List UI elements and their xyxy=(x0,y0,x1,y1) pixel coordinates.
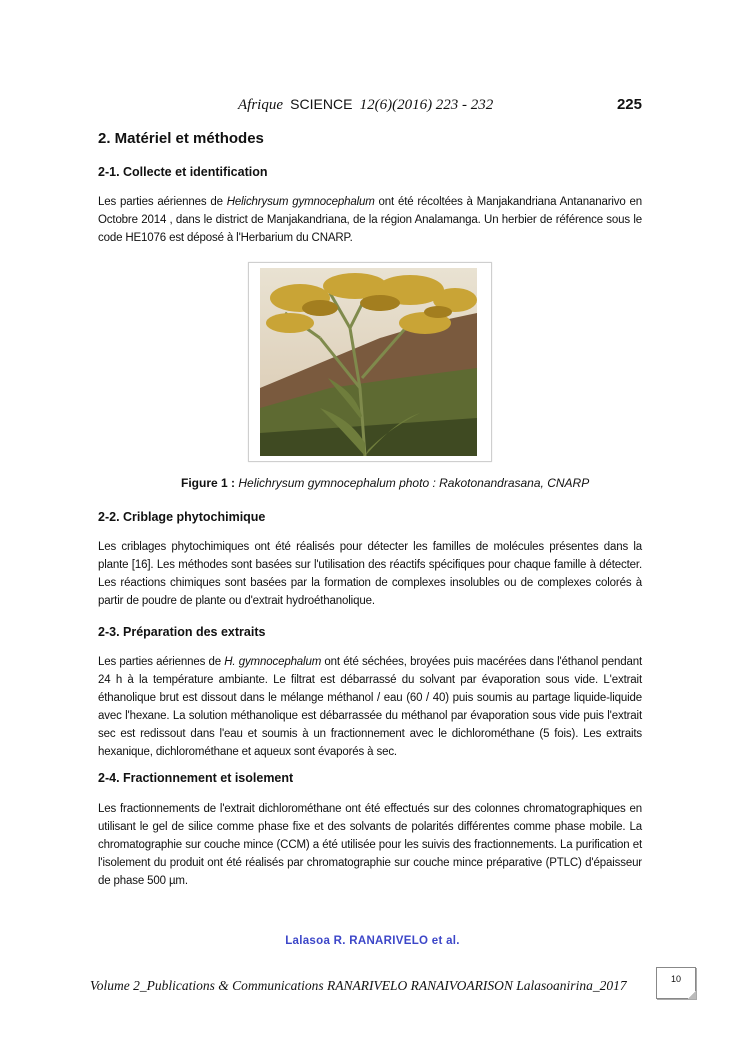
page-number: 225 xyxy=(616,96,642,113)
footer-text: Volume 2_Publications & Communications RANARIVELO RANAIVOARISON Lalasoanirina_2017 xyxy=(90,978,627,993)
heading-collecte: 2-1. Collecte et identification xyxy=(98,165,268,179)
figure-label: Figure 1 : xyxy=(181,476,236,490)
journal-volume: 12(6)(2016) 223 - 232 xyxy=(359,97,494,113)
figure-caption xyxy=(181,476,589,490)
plant-photo xyxy=(260,268,477,456)
heading-criblage: 2-2. Criblage phytochimique xyxy=(98,510,266,524)
section-title: 2. Matériel et méthodes xyxy=(98,130,264,147)
figure-caption-text: Helichrysum gymnocephalum photo : Rakotonandrasana, CNARP xyxy=(238,476,590,490)
heading-preparation: 2-3. Préparation des extraits xyxy=(98,625,266,639)
journal-name: Afrique xyxy=(238,97,283,113)
paragraph-fractionnement: Les fractionnements de l'extrait dichlorométhane ont été effectués sur des colonnes chromatographiques en utilisant le gel de silice comme phase fixe et des solvants de polarités différentes comme phase mobile. La chromatographie sur couche mince (CCM) a été utilisée pour les suivis des fractionnements. La purification et l'isolement du produit ont été réalisés par chromatographie sur couche mince préparative (PTLC) d'épaisseur de phase 500 µm. xyxy=(98,803,642,887)
heading-fractionnement: 2-4. Fractionnement et isolement xyxy=(98,771,294,785)
paragraph-criblage: Les criblages phytochimiques ont été réalisés pour détecter les familles de molécules présentes dans la plante [16]. Les méthodes sont basées sur l'utilisation des réactifs spécifiques pour chaque famille à détecter. Les réactions chimiques sont basées par la formation de complexes insolubles ou de complexes colorés à partir de poudre de plante ou d'extrait hydroéthanolique. xyxy=(98,541,642,607)
footer-page-box: 10 xyxy=(656,967,696,999)
paragraph-collecte: Les parties aériennes de Helichrysum gymnocephalum ont été récoltées à Manjakandriana Antananarivo en Octobre 2014 , dans le district de Manjakandriana, de la région Analamanga. Un herbier de référence sous le code HE1076 est déposé à l'Herbarium du CNARP. xyxy=(98,196,642,244)
species-name-short: H. gymnocephalum xyxy=(224,656,322,668)
journal-reference xyxy=(238,96,493,114)
journal-science: SCIENCE xyxy=(290,96,353,112)
paragraph-preparation: Les parties aériennes de H. gymnocephalum ont été séchées, broyées puis macérées dans l'éthanol pendant 24 h à la température ambiante. Le filtrat est débarrassé du solvant par évaporation sous vide. L'extrait éthanolique brut est dissout dans le mélange méthanol / eau (60 / 40) puis soumis au partage liquide-liquide avec l'hexane. La solution méthanolique est débarrassée du méthanol par évaporation sous vide puis l'extrait sec est redissout dans l'eau et soumis à un fractionnement avec le dichlorométhane (5 fois). Les extraits hexanique, dichlorométhane et aqueux sont évaporés à sec. xyxy=(98,656,642,758)
page-header xyxy=(98,96,642,116)
author-line: Lalasoa R. RANARIVELO et al. xyxy=(285,935,460,947)
species-name: Helichrysum gymnocephalum xyxy=(226,196,375,208)
